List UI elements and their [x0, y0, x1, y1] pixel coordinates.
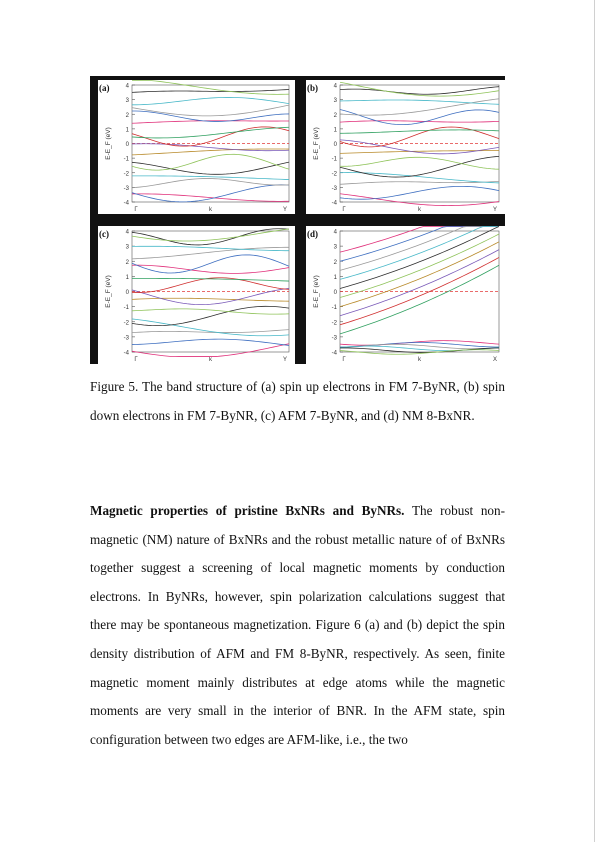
panel-label: (c)	[99, 229, 109, 239]
band-line	[132, 247, 289, 259]
y-tick-label: 4	[125, 83, 129, 90]
y-tick-label: -2	[123, 320, 129, 327]
band-line	[132, 339, 289, 345]
band-line	[340, 242, 499, 307]
x-tick-label: Y	[282, 207, 288, 213]
x-tick-label: Γ	[342, 357, 346, 363]
y-tick-label: -1	[123, 305, 129, 312]
band-line	[340, 121, 499, 122]
band-line	[132, 127, 289, 138]
y-axis-label: E-E_F (eV)	[105, 275, 112, 308]
y-tick-label: -2	[331, 320, 337, 327]
band-line	[340, 87, 499, 95]
y-tick-label: -3	[123, 335, 129, 342]
band-line	[132, 309, 289, 314]
band-line	[340, 173, 499, 183]
y-tick-label: 2	[125, 112, 129, 119]
band-line	[340, 226, 499, 252]
band-line	[132, 149, 289, 155]
band-line	[132, 246, 289, 250]
y-tick-label: -3	[123, 185, 129, 192]
band-line	[340, 226, 499, 279]
panel-label: (b)	[307, 83, 318, 93]
panel-label: (d)	[307, 229, 318, 239]
band-line	[340, 226, 499, 270]
y-tick-label: -4	[331, 350, 337, 357]
x-tick-label: k	[418, 207, 421, 213]
panel-b	[306, 80, 505, 214]
band-line	[132, 265, 289, 273]
band-line	[132, 81, 289, 95]
figure-caption: Figure 5. The band structure of (a) spin up electrons in FM 7-ByNR, (b) spin down electrons in FM 7-ByNR, (c) AFM 7-ByNR, and (d) NM 8-BxNR.	[90, 379, 505, 423]
band-line	[132, 89, 289, 92]
band-structure-figure	[90, 76, 505, 364]
y-tick-label: 3	[333, 98, 337, 105]
plot-frame	[132, 231, 289, 352]
y-tick-label: -3	[331, 335, 337, 342]
y-tick-label: -1	[331, 305, 337, 312]
band-plot-a	[98, 80, 295, 214]
y-tick-label: -3	[331, 185, 337, 192]
x-tick-label: Γ	[134, 357, 138, 363]
section-heading: Magnetic properties of pristine BxNRs and ByNRs.	[90, 503, 405, 518]
band-line	[340, 250, 499, 316]
y-tick-label: 2	[125, 259, 129, 266]
panel-a	[98, 80, 295, 214]
x-tick-label: Y	[492, 207, 498, 213]
y-tick-label: 1	[125, 127, 129, 134]
x-tick-label: X	[492, 357, 498, 363]
band-line	[340, 194, 499, 206]
y-tick-label: 3	[333, 244, 337, 251]
band-line	[132, 298, 289, 301]
band-plot-c	[98, 226, 295, 364]
x-tick-label: k	[209, 207, 212, 213]
y-tick-label: 3	[125, 98, 129, 105]
band-line	[132, 194, 289, 201]
band-line	[132, 185, 289, 202]
band-line	[340, 130, 499, 133]
y-tick-label: 1	[333, 127, 337, 134]
band-line	[132, 162, 289, 174]
x-tick-label: Γ	[342, 207, 346, 213]
band-line	[132, 319, 289, 336]
band-line	[132, 127, 289, 146]
panel-label: (a)	[99, 83, 110, 93]
y-tick-label: 1	[333, 274, 337, 281]
section-paragraph	[90, 497, 505, 754]
y-tick-label: -2	[123, 171, 129, 178]
x-tick-label: k	[418, 357, 421, 363]
band-line	[132, 144, 289, 151]
x-tick-label: Γ	[134, 207, 138, 213]
y-axis-label: E-E_F (eV)	[313, 275, 320, 308]
y-tick-label: 4	[333, 83, 337, 90]
y-tick-label: -4	[331, 200, 337, 207]
y-tick-label: 0	[125, 290, 129, 296]
y-tick-label: -4	[123, 200, 129, 207]
panel-c	[98, 226, 295, 364]
y-tick-label: -1	[331, 156, 337, 163]
y-tick-label: 4	[125, 229, 129, 236]
band-line	[132, 97, 289, 104]
band-plot-d	[306, 226, 505, 364]
y-tick-label: 4	[333, 229, 337, 236]
band-line	[132, 278, 289, 281]
x-tick-label: Y	[282, 357, 288, 363]
section-body: The robust non-magnetic (NM) nature of BxNRs and the robust metallic nature of of BxNRs together suggest a screening of local magnetic moments by conduction electrons. In ByNRs, however, spin polarization calculations suggest that there may be spontaneous magnetization. Figure 6 (a) and (b) depict the spin density distribution of AFM and FM 8-ByNR, respectively. As seen, finite magnetic moment mainly distributes at edge atoms while the magnetic moments are very small in the interior of BNR. In the AFM state, spin configuration between two edges are AFM-like, i.e., the two	[90, 503, 505, 747]
band-line	[132, 306, 289, 325]
y-tick-label: 0	[333, 142, 337, 148]
y-tick-label: 2	[333, 259, 337, 266]
y-tick-label: -4	[123, 350, 129, 357]
y-axis-label: E-E_F (eV)	[313, 127, 320, 160]
band-line	[340, 99, 499, 115]
y-axis-label: E-E_F (eV)	[105, 127, 112, 160]
band-line	[340, 157, 499, 169]
band-line	[340, 234, 499, 298]
band-plot-b	[306, 80, 505, 214]
y-tick-label: 2	[333, 112, 337, 119]
band-line	[132, 176, 289, 180]
y-tick-label: 3	[125, 244, 129, 251]
band-line	[132, 105, 289, 116]
y-tick-label: -1	[123, 156, 129, 163]
panel-d	[306, 226, 505, 364]
y-tick-label: 0	[333, 290, 337, 296]
band-line	[132, 344, 289, 357]
band-line	[340, 226, 499, 261]
y-tick-label: 0	[125, 142, 129, 148]
band-line	[340, 341, 499, 346]
x-tick-label: k	[209, 357, 212, 363]
y-tick-label: -2	[331, 171, 337, 178]
y-tick-label: 1	[125, 274, 129, 281]
